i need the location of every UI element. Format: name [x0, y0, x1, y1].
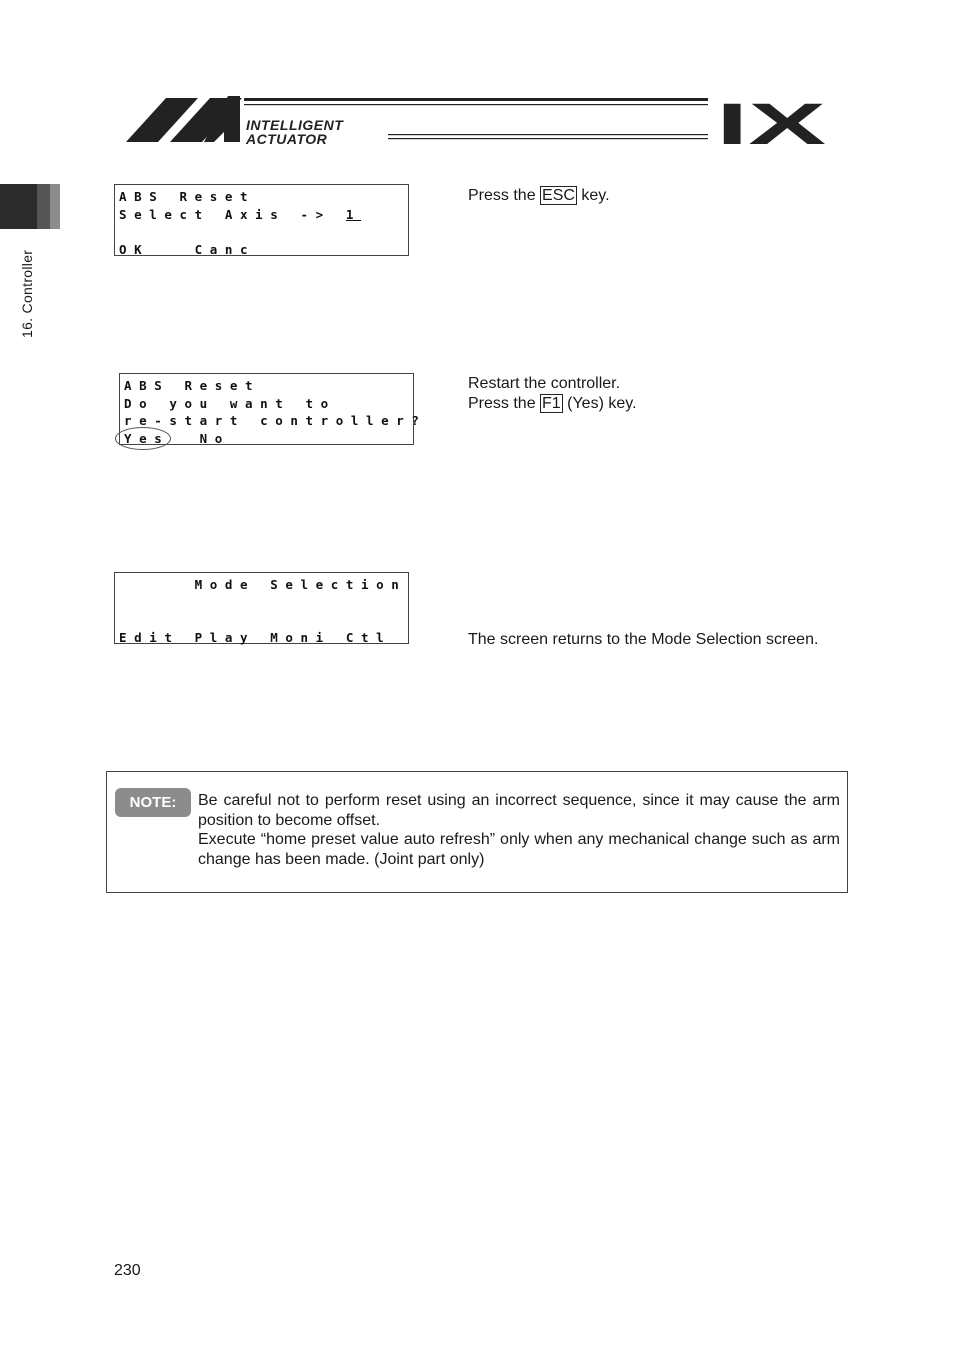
f1-key: F1	[542, 395, 561, 412]
lcd-screen-abs-reset-select	[114, 184, 409, 256]
ia-mark-icon	[126, 96, 242, 142]
side-tab-label: 16. Controller	[19, 249, 35, 338]
lcd-line: re-start controller?	[124, 413, 427, 428]
instruction-prefix: Press the	[468, 395, 541, 412]
intelligent-actuator-logo	[126, 94, 828, 146]
logo-product: IX	[716, 94, 827, 146]
note-badge: NOTE:	[115, 788, 191, 817]
lcd-line: Yes No	[124, 430, 230, 446]
lcd-line	[119, 594, 408, 612]
instruction-suffix: key.	[576, 187, 610, 204]
side-tab-dark	[0, 184, 37, 229]
step2-instruction	[468, 374, 637, 414]
lcd-line: Do you want to	[124, 395, 336, 411]
lcd-line-text: Select Axis ->	[119, 206, 331, 222]
instruction-line1: Restart the controller.	[468, 375, 621, 392]
logo-line1: INTELLIGENT	[246, 117, 344, 133]
lcd-spacer	[331, 207, 346, 222]
note-text	[198, 791, 840, 869]
lcd-line	[119, 223, 408, 241]
lcd-line: OK Canc	[119, 241, 256, 257]
lcd-line	[119, 611, 408, 629]
instruction-suffix: (Yes) key.	[562, 395, 637, 412]
side-tab-mid	[37, 184, 50, 229]
note-box	[106, 771, 848, 893]
lcd-line	[119, 206, 408, 224]
lcd-screen-restart-confirm	[119, 373, 427, 446]
step3-instruction: The screen returns to the Mode Selection screen.	[468, 631, 819, 648]
side-tab-light	[50, 184, 60, 229]
step1-instruction	[468, 186, 610, 206]
instruction-prefix: Press the	[468, 187, 541, 204]
logo-line2: ACTUATOR	[246, 131, 328, 146]
lcd-screen-mode-selection	[114, 572, 409, 644]
yes-highlight-oval	[115, 427, 171, 450]
note-paragraph: Be careful not to perform reset using an incorrect sequence, since it may cause the arm position to become offset.	[198, 792, 840, 829]
page-number: 230	[114, 1262, 141, 1279]
lcd-axis-value: 1	[345, 206, 362, 222]
lcd-line: ABS Reset	[124, 378, 261, 393]
esc-key: ESC	[542, 187, 575, 204]
note-paragraph: Execute “home preset value auto refresh” only when any mechanical change such as arm change has been made. (Joint part only)	[198, 831, 840, 868]
lcd-line: ABS Reset	[119, 189, 256, 204]
lcd-line: Edit Play Moni Ctl	[119, 629, 392, 645]
lcd-line: Mode Selection	[119, 577, 407, 592]
instruction-line2	[468, 394, 637, 414]
